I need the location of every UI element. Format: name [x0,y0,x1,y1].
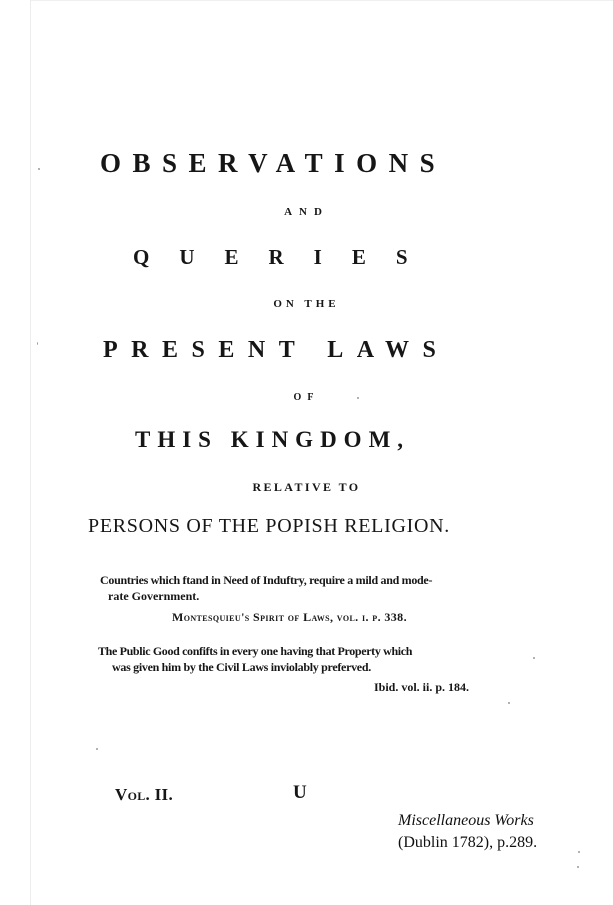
scan-speck [96,748,98,750]
scan-edge-top [30,0,613,1]
signature-mark: U [293,782,307,803]
epigraph-1-line-1: Countries which ftand in Need of Induftry, require a mild and mode- [100,573,433,587]
title-present-laws: PRESENT LAWS [103,337,450,363]
title-observations: OBSERVATIONS [100,148,447,178]
epigraph-1-line-2: rate Government. [108,589,200,603]
epigraph-2-citation: Ibid. vol. ii. p. 184. [374,680,470,694]
title-this-kingdom: THIS KINGDOM, [135,427,411,452]
scan-speck [533,657,535,659]
scan-speck [357,397,359,399]
title-of: OF [293,392,320,403]
epigraph-2-line-2: was given him by the Civil Laws inviolably preferved. [112,660,371,674]
title-persons-popish-religion: PERSONS OF THE POPISH RELIGION. [88,515,450,537]
epigraph-1-citation: Montesquieu's Spirit of Laws, vol. i. p. 338. [172,610,407,624]
scan-speck [38,168,40,170]
epigraph-2-line-1: The Public Good confifts in every one having that Property which [98,644,413,658]
scan-speck [508,702,510,704]
title-and: AND [284,206,329,218]
title-queries: QUERIES [133,245,438,269]
title-relative-to: RELATIVE TO [252,480,361,494]
scan-speck [577,866,579,868]
scan-speck [37,342,38,345]
annotation-source-details: (Dublin 1782), p.289. [398,834,538,851]
volume-label: Vol. II. [115,785,173,804]
annotation-source-title: Miscellaneous Works [398,812,534,829]
scan-speck [578,851,580,853]
title-on-the: ON THE [273,298,340,310]
scan-edge-left [30,0,31,905]
